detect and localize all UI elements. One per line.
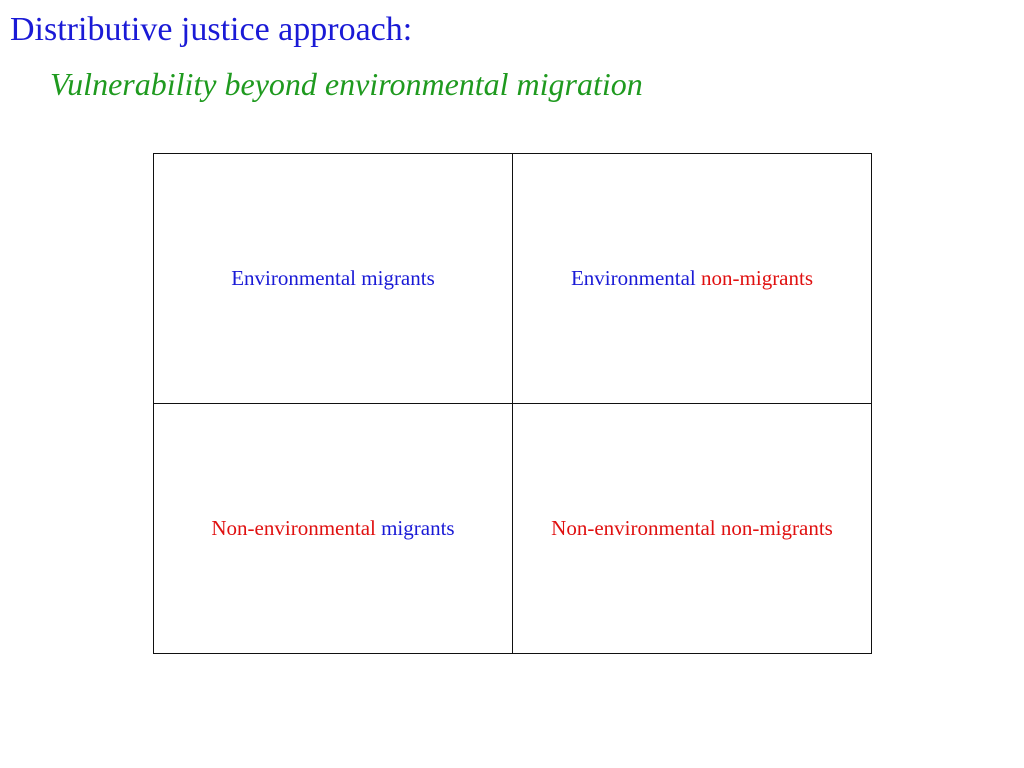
cell-text-segment: Environmental migrants [231, 266, 435, 290]
slide-subtitle: Vulnerability beyond environmental migration [50, 66, 643, 102]
matrix-row-top [154, 154, 872, 404]
slide-title: Distributive justice approach: [10, 11, 413, 48]
cell-text-segment: Non-environmental [211, 516, 382, 540]
cell-environmental-migrants [154, 154, 513, 404]
cell-text-segment: Non-environmental non-migrants [551, 516, 833, 540]
cell-text-segment: migrants [381, 516, 455, 540]
cell-non-environmental-non-migrants [513, 404, 872, 654]
two-by-two-matrix [153, 153, 872, 654]
cell-non-environmental-migrants [154, 404, 513, 654]
cell-text-segment: non-migrants [701, 266, 814, 290]
matrix-row-bottom [154, 404, 872, 654]
cell-environmental-non-migrants [513, 154, 872, 404]
cell-text-segment: Environmental [570, 266, 702, 290]
